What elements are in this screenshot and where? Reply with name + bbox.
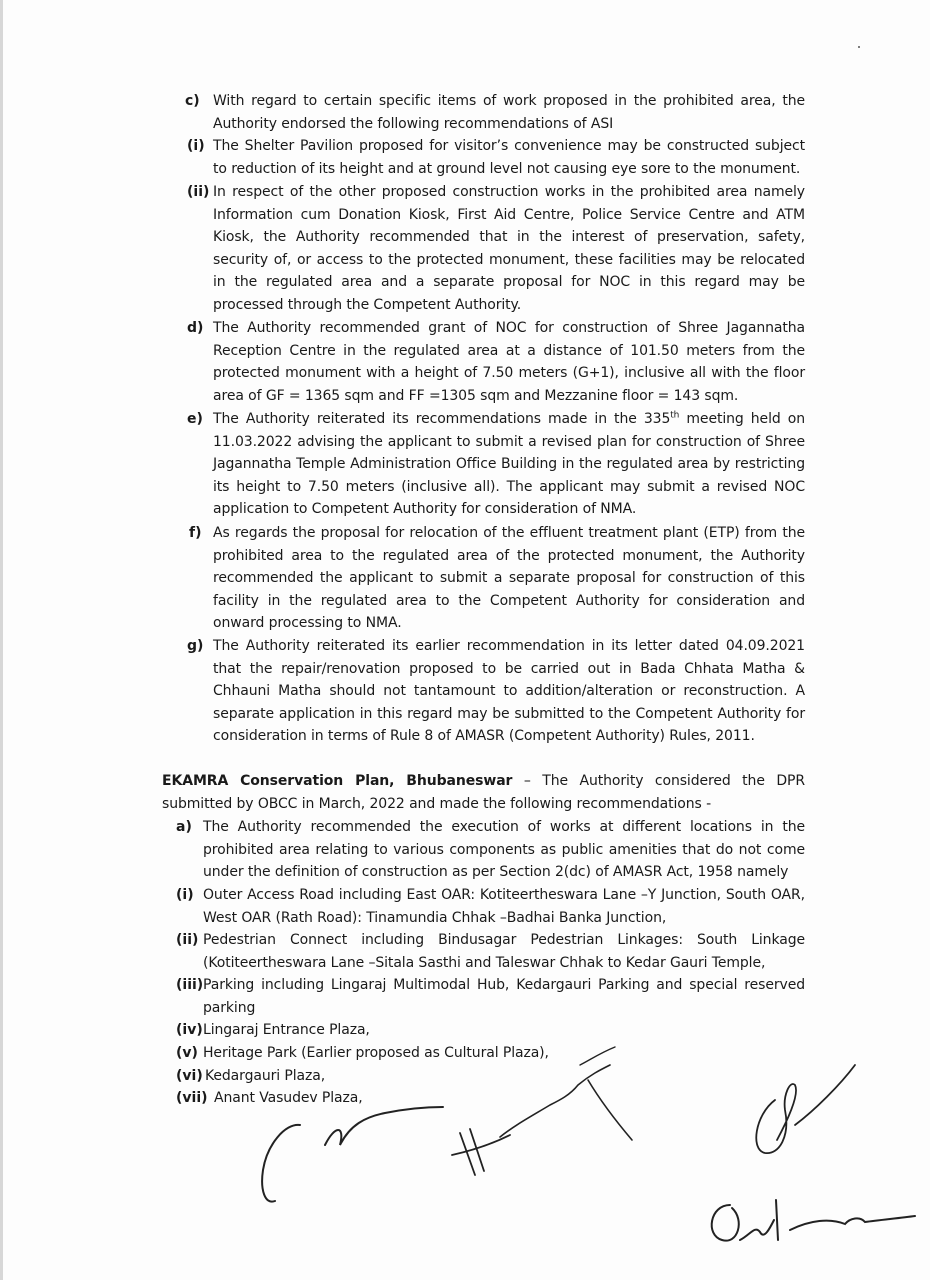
ekamra-item-v-text: Heritage Park (Earlier proposed as Cultural Plaza),: [203, 1045, 549, 1061]
item-label-c: c): [185, 93, 200, 109]
item-ii-text: In respect of the other proposed construction works in the prohibited area namely Information cum Donation Kiosk, First Aid Centre, Police Service Centre and ATM Kiosk, the Authority recommended that in the interest of preservation, safety, security of, or access to the protected monument, these facilities may be relocated in the regulated area and a separate proposal for NOC in this regard may be processed through the Competent Authority.: [213, 184, 805, 313]
ekamra-label-v: (v): [176, 1045, 198, 1061]
ekamra-item-iv-text: Lingaraj Entrance Plaza,: [203, 1022, 370, 1038]
ekamra-intro-text: – The Authority considered the DPR submitted by OBCC in March, 2022 and made the following recommendations -: [162, 773, 805, 812]
item-label-d: d): [187, 320, 204, 336]
item-f-text: As regards the proposal for relocation of the effluent treatment plant (ETP) from the prohibited area to the regulated area of the protected monument, the Authority recommended the applicant to submit a separate proposal for construction of this facility in the regulated area to the Competent Authority for consideration and onward processing to NMA.: [213, 525, 805, 632]
item-c-text: With regard to certain specific items of work proposed in the prohibited area, the Authority endorsed the following recommendations of ASI: [213, 93, 805, 132]
item-label-g: g): [187, 638, 204, 654]
item-e-text-end: meeting held on 11.03.2022 advising the applicant to submit a revised plan for construction of Shree Jagannatha Temple Administration Office Building in the regulated area by restricting its height to 7.50 meters (inclusive all). The applicant may submit a revised NOC application to Competent Authority for consideration of NMA.: [213, 411, 805, 518]
ekamra-label-vi: (vi): [176, 1068, 203, 1084]
item-e-text: [213, 408, 805, 521]
ekamra-label-vii: (vii): [176, 1090, 208, 1106]
item-label-f: f): [189, 525, 202, 541]
ekamra-item-vi-text: Kedargauri Plaza,: [205, 1068, 326, 1084]
ekamra-label-iii: (iii): [176, 977, 204, 993]
item-label-ii: (ii): [187, 184, 210, 200]
ekamra-label-a: a): [176, 819, 192, 835]
item-label-i: (i): [187, 138, 205, 154]
signature-3: [745, 1055, 865, 1165]
ekamra-label-ii: (ii): [176, 932, 199, 948]
ordinal-suffix: th: [670, 410, 680, 421]
ekamra-label-iv: (iv): [176, 1022, 203, 1038]
ekamra-label-i: (i): [176, 887, 194, 903]
ekamra-item-a-text: The Authority recommended the execution of works at different locations in the prohibited area relating to various components as public amenities that do not come under the definition of construction as per Section 2(dc) of AMASR Act, 1958 namely: [203, 819, 805, 881]
signature-1: [255, 1095, 455, 1215]
signature-4: [700, 1190, 920, 1250]
item-g-text: The Authority reiterated its earlier recommendation in its letter dated 04.09.2021 that the repair/renovation proposed to be carried out in Bada Chhata Matha & Chhauni Matha should not tantamount to addition/alteration or reconstruction. A separate application in this regard may be submitted to the Competent Authority for consideration in terms of Rule 8 of AMASR (Competent Authority) Rules, 2011.: [213, 638, 805, 745]
ekamra-item-vii-text: Anant Vasudev Plaza,: [214, 1090, 363, 1106]
ekamra-heading: EKAMRA Conservation Plan, Bhubaneswar: [162, 773, 513, 789]
ekamra-item-iii-text: Parking including Lingaraj Multimodal Hub, Kedargauri Parking and special reserved parking: [203, 977, 805, 1016]
page-edge-shadow: [0, 0, 3, 1280]
signature-2: [440, 1045, 640, 1185]
scan-speck: [858, 46, 860, 48]
ekamra-intro-paragraph: [162, 770, 805, 815]
item-i-text: The Shelter Pavilion proposed for visitor’s convenience may be constructed subject to reduction of its height and at ground level not causing eye sore to the monument.: [213, 138, 805, 177]
item-d-text: The Authority recommended grant of NOC for construction of Shree Jagannatha Reception Centre in the regulated area at a distance of 101.50 meters from the protected monument with a height of 7.50 meters (G+1), inclusive all with the floor area of GF = 1365 sqm and FF =1305 sqm and Mezzanine floor = 143 sqm.: [213, 320, 805, 404]
ekamra-item-ii-text: Pedestrian Connect including Bindusagar Pedestrian Linkages: South Linkage (Kotiteertheswara Lane –Sitala Sasthi and Taleswar Chhak to Kedar Gauri Temple,: [203, 932, 805, 971]
ekamra-item-i-text: Outer Access Road including East OAR: Kotiteertheswara Lane –Y Junction, South OAR, West OAR (Rath Road): Tinamundia Chhak –Badhai Banka Junction,: [203, 887, 805, 926]
item-e-text-start: The Authority reiterated its recommendations made in the 335: [213, 411, 671, 427]
item-label-e: e): [187, 411, 203, 427]
